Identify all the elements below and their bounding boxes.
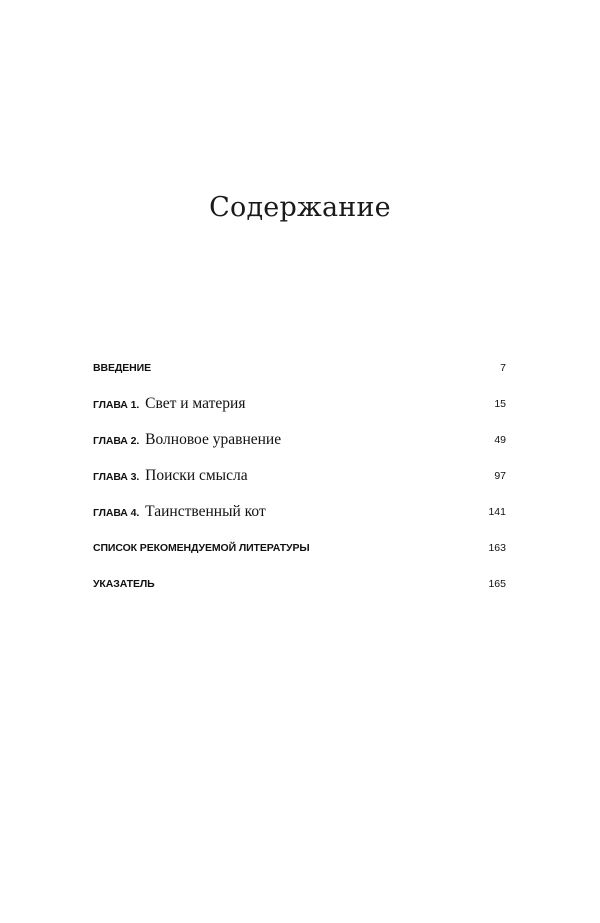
toc-entry-label: ВВЕДЕНИЕ [93,362,151,374]
toc-entry-page: 7 [500,362,506,374]
table-of-contents [93,350,506,602]
toc-entry-page: 97 [494,470,506,482]
toc-entry-label: ГЛАВА 4. [93,507,140,519]
toc-entry-index[interactable] [93,566,506,602]
toc-entry-page: 15 [494,398,506,410]
toc-entry-label: ГЛАВА 2. [93,435,140,447]
toc-entry-label: ГЛАВА 1. [93,399,140,411]
toc-entry-label: СПИСОК РЕКОМЕНДУЕМОЙ ЛИТЕРАТУРЫ [93,542,310,554]
toc-entry-chapter-1[interactable] [93,386,506,422]
toc-entry-title: Поиски смысла [145,467,248,484]
toc-entry-page: 165 [488,578,506,590]
toc-entry-chapter-4[interactable] [93,494,506,530]
toc-entry-chapter-2[interactable] [93,422,506,458]
toc-entry-bibliography[interactable] [93,530,506,566]
toc-entry-page: 49 [494,434,506,446]
toc-entry-label: УКАЗАТЕЛЬ [93,578,155,590]
toc-entry-title: Волновое уравнение [145,431,282,448]
toc-entry-introduction[interactable] [93,350,506,386]
toc-entry-label: ГЛАВА 3. [93,471,140,483]
toc-entry-title: Таинственный кот [145,503,266,520]
toc-entry-page: 163 [488,542,506,554]
toc-entry-page: 141 [488,506,506,518]
page-title: Содержание [209,192,391,223]
toc-entry-chapter-3[interactable] [93,458,506,494]
toc-entry-title: Свет и материя [145,395,246,412]
